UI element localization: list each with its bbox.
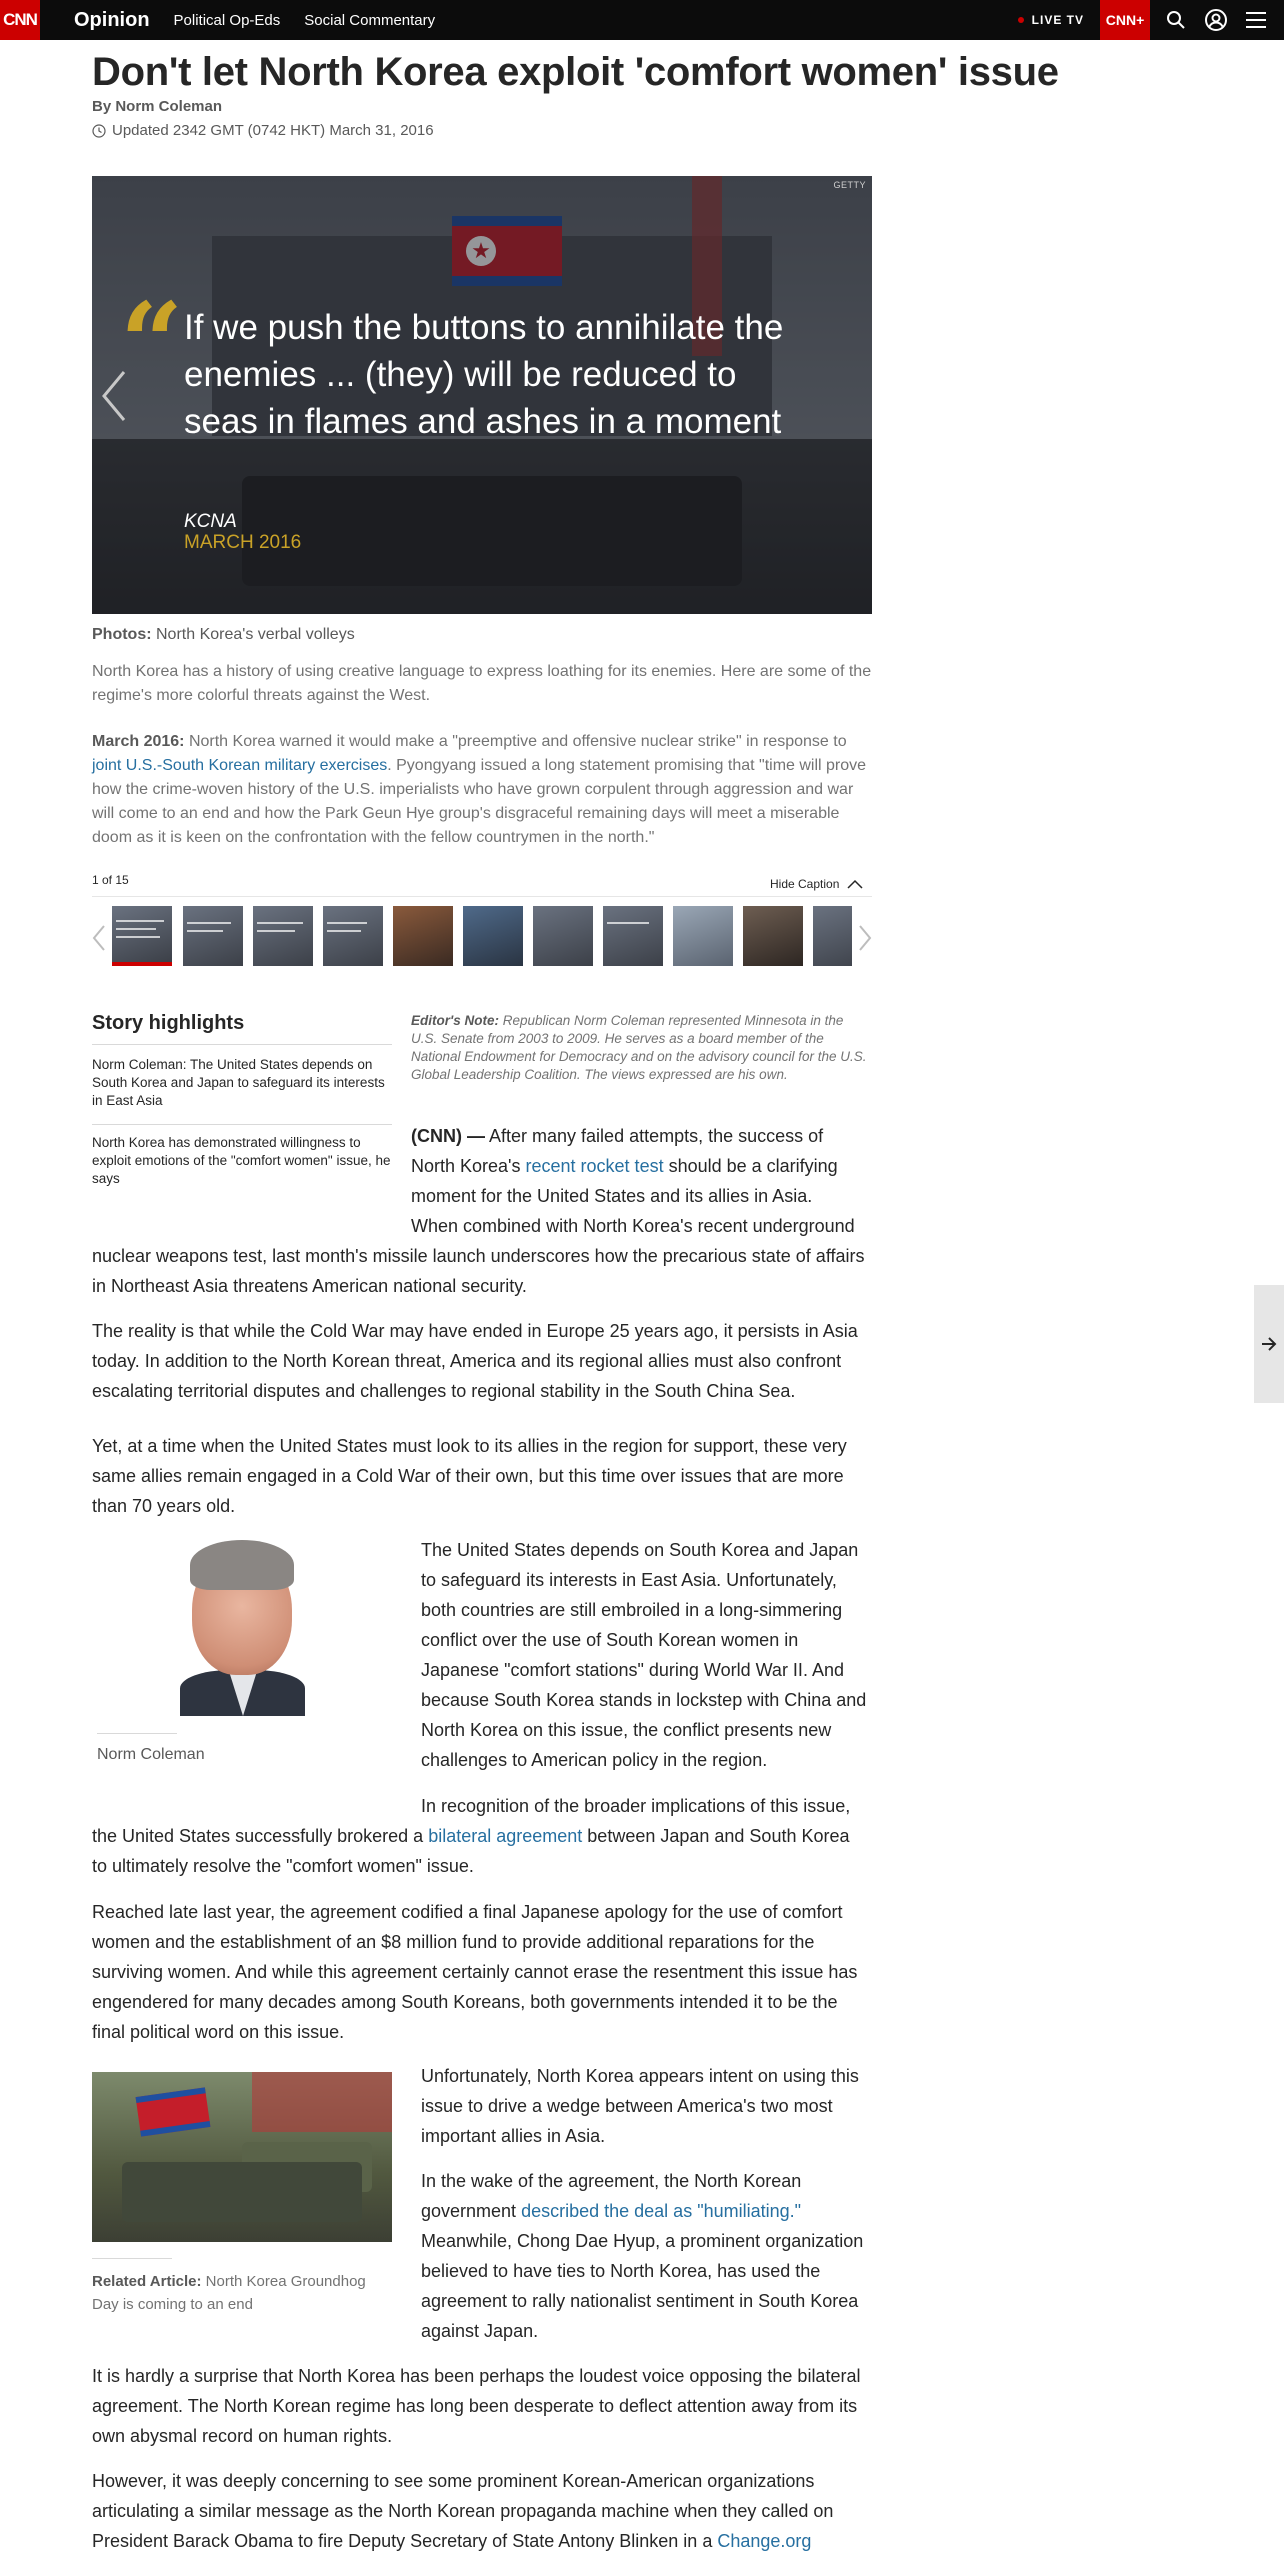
updated-timestamp [92,122,434,139]
quote-mark-icon: “ [120,278,184,407]
thumbnail-11[interactable] [813,906,852,966]
body-paragraph-8-line2 [421,2196,871,2226]
portrait-hair [190,1540,294,1590]
thumbnail-6[interactable] [463,906,523,966]
gallery-quote: If we push the buttons to annihilate the enemies ... (they) will be reduced to seas in flames and ashes in a moment [184,308,784,441]
thumbs-prev-arrow-icon[interactable] [92,924,106,952]
thumb-text-line [187,930,223,932]
gallery-counter: 1 of 15 [92,873,129,887]
thumbnail-2[interactable] [183,906,243,966]
related-article-image[interactable] [92,2072,392,2242]
link-bilateral-agreement[interactable]: bilateral agreement [428,1826,583,1846]
body-paragraph-5-line1: In recognition of the broader implications of this issue, [421,1796,851,1816]
body-text: the United States successfully brokered a [92,1826,424,1846]
live-dot-icon [1018,17,1024,23]
section-opinion[interactable]: Opinion [74,8,150,31]
photo-credit: GETTY [833,180,866,190]
thumb-text-line [257,930,295,932]
cnn-dateline: (CNN) — [411,1126,485,1146]
highlight-item: Norm Coleman: The United States depends on South Korea and Japan to safeguard its interests in East Asia [92,1057,385,1108]
related-title: North Korea Groundhog Day is coming to an end [92,2273,366,2313]
related-image-tank [122,2162,362,2222]
thumbnail-5[interactable] [393,906,453,966]
quote-date: MARCH 2016 [184,532,302,553]
thumb-text-line [187,922,231,924]
editors-note-label: Editor's Note: [411,1013,499,1028]
related-article-caption[interactable] [92,2270,392,2316]
body-paragraph-1-line2 [411,1151,871,1181]
highlights-divider [92,1044,392,1045]
account-icon[interactable] [1204,8,1228,32]
nav-link-social-commentary[interactable]: Social Commentary [304,11,436,29]
related-label: Related Article: [92,2273,202,2290]
body-text: However, it was deeply concerning to see some prominent Korean-American organizations articulating a similar message as the North Korean propaganda machine when they called on President Barack Obama to fire Deputy Secretary of State Antony Blinken in a [92,2471,834,2551]
body-paragraph-2: The reality is that while the Cold War may have ended in Europe 25 years ago, it persists in Asia today. In addition to the North Korean threat, America and its regional allies must also confront escalating territorial disputes and challenges to regional stability in the South China Sea. [92,1321,858,1401]
thumbnail-1[interactable] [112,906,172,966]
body-paragraph-5-line3: to ultimately resolve the "comfort women" issue. [92,1856,474,1876]
body-paragraph-4: The United States depends on South Korea and Japan to safeguard its interests in East Asia. Unfortunately, both countries are still embroiled in a long-simmering conflict over the use of South Korean women in Japanese "comfort stations" during World War II. And because South Korea stands in lockstep with China and North Korea on this issue, the conflict presents new challenges to American policy in the region. [421,1540,867,1770]
body-text: government [421,2201,517,2221]
portrait-caption: Norm Coleman [97,1746,205,1763]
flag-star-icon: ★ [466,236,496,266]
thumbnail-9[interactable] [673,906,733,966]
highlights-divider [92,1124,392,1125]
thumb-text-line [327,922,367,924]
link-recent-rocket-test[interactable]: recent rocket test [525,1156,664,1176]
caption-text-b: . Pyongyang issued a long statement promising that "time will prove how the crime-woven history of the U.S. imperialists who have grown corpulent through aggression and war will come to an end and how the Park Geun Hye group's disgraceful remaining days will meet a miserable doom as it is keen on the confrontation with the fellow countrymen in the north." [92,757,867,846]
arrow-right-icon [1261,1337,1277,1351]
hide-caption-label: Hide Caption [770,877,840,891]
thumb-text-line [116,928,156,930]
gallery-thumbnail-strip [92,906,872,972]
gallery-divider [92,896,872,897]
body-paragraph-8-rest: Meanwhile, Chong Dae Hyup, a prominent organization believed to have ties to North Korea, has used the agreement to rally nationalist sentiment in South Korea against Japan. [421,2231,864,2341]
related-image-flag [136,2087,211,2136]
cnn-logo[interactable]: CNN [0,0,40,40]
gallery-main-image[interactable] [92,176,872,614]
body-paragraph-5-line2 [92,1821,872,1851]
article-headline: Don't let North Korea exploit 'comfort women' issue [92,50,1059,94]
photos-label-prefix: Photos: [92,626,152,643]
body-paragraph-1-line4: When combined with North Korea's recent underground [411,1216,855,1236]
editors-note-text: Republican Norm Coleman represented Minnesota in the U.S. Senate from 2003 to 2009. He serves as a board member of the National Endowment for Democracy and on the advisory council for the U.S. Global Leadership Coalition. The views expressed are his own. [411,1013,867,1082]
link-described-humiliating[interactable]: described the deal as "humiliating." [521,2201,802,2221]
byline[interactable]: By Norm Coleman [92,98,223,115]
updated-text: Updated 2342 GMT (0742 HKT) March 31, 2016 [112,122,434,139]
nav-link-political-op-eds[interactable]: Political Op-Eds [173,11,281,29]
chevron-up-icon [847,879,863,889]
body-paragraph-9: It is hardly a surprise that North Korea has been perhaps the loudest voice opposing the bilateral agreement. The North Korean regime has long been desperate to deflect attention away from its own abysmal record on human rights. [92,2366,861,2446]
editors-note [411,1012,871,1084]
hide-caption-button[interactable] [770,877,863,891]
body-text: should be a clarifying [668,1156,838,1176]
thumbnail-3[interactable] [253,906,313,966]
body-text: North Korea's [411,1156,521,1176]
thumb-text-line [327,930,361,932]
live-tv-link[interactable]: LIVE TV [1031,13,1084,27]
thumb-text-line [257,922,303,924]
body-paragraph-6: Reached late last year, the agreement codified a final Japanese apology for the use of comfort women and the establishment of an $8 million fund to provide additional reparations for the surviving women. And while this agreement certainly cannot erase the resentment this issue has engendered for many decades among South Koreans, both governments intended it to be the final political word on this issue. [92,1902,858,2042]
thumb-text-line [116,936,160,938]
clock-icon [92,124,106,138]
top-navigation [0,0,1284,40]
nav-right [1018,0,1284,40]
thumbnail-10[interactable] [743,906,803,966]
thumbnails [112,906,852,972]
body-paragraph-10 [92,2466,872,2556]
highlight-item: North Korea has demonstrated willingness to exploit emotions of the "comfort women" issue, he says [92,1135,391,1186]
body-paragraph-1-rest: nuclear weapons test, last month's missile launch underscores how the precarious state of affairs in Northeast Asia threatens American national security. [92,1246,865,1296]
thumb-text-line [607,922,649,924]
menu-icon[interactable] [1244,8,1268,32]
gallery-intro: North Korea has a history of using creative language to express loathing for its enemies. Here are some of the regime's more colorful threats against the West. [92,663,872,704]
thumbnail-7[interactable] [533,906,593,966]
body-paragraph-1-line3: moment for the United States and its allies in Asia. [411,1186,813,1206]
next-article-tab[interactable] [1254,1285,1284,1403]
gallery-caption [92,730,872,850]
caption-link-military-exercises[interactable]: joint U.S.-South Korean military exercises [92,757,388,774]
thumbs-next-arrow-icon[interactable] [858,924,872,952]
caption-text-a: North Korea warned it would make a "preemptive and offensive nuclear strike" in response to [188,733,847,750]
caption-date: March 2016: [92,733,185,750]
thumb-text-line [116,920,164,922]
body-paragraph-3: Yet, at a time when the United States must look to its allies in the region for support, these very same allies remain engaged in a Cold War of their own, but this time over issues that are more than 70 years old. [92,1436,847,1516]
link-change-org[interactable]: Change.org [717,2531,812,2551]
portrait-caption-divider [97,1733,177,1734]
body-text: between Japan and South Korea [587,1826,850,1846]
search-icon[interactable] [1164,8,1188,32]
quote-source: KCNA [184,511,237,532]
body-text: After many failed attempts, the success of [489,1126,824,1146]
thumbnail-8[interactable] [603,906,663,966]
thumbnail-4[interactable] [323,906,383,966]
photos-label [92,626,355,644]
related-image-bg [252,2072,392,2132]
photos-title: North Korea's verbal volleys [156,626,355,643]
related-divider [92,2258,172,2259]
body-paragraph-1-line1 [411,1121,871,1151]
body-paragraph-8-line1: In the wake of the agreement, the North Korean [421,2171,802,2191]
body-paragraph-7: Unfortunately, North Korea appears intent on using this issue to drive a wedge between America's two most important allies in Asia. [421,2066,859,2146]
gallery-prev-arrow-icon[interactable] [96,366,132,426]
story-highlights-title: Story highlights [92,1012,245,1034]
cnnplus-button[interactable]: CNN+ [1100,0,1150,40]
norm-coleman-portrait [180,1540,305,1716]
